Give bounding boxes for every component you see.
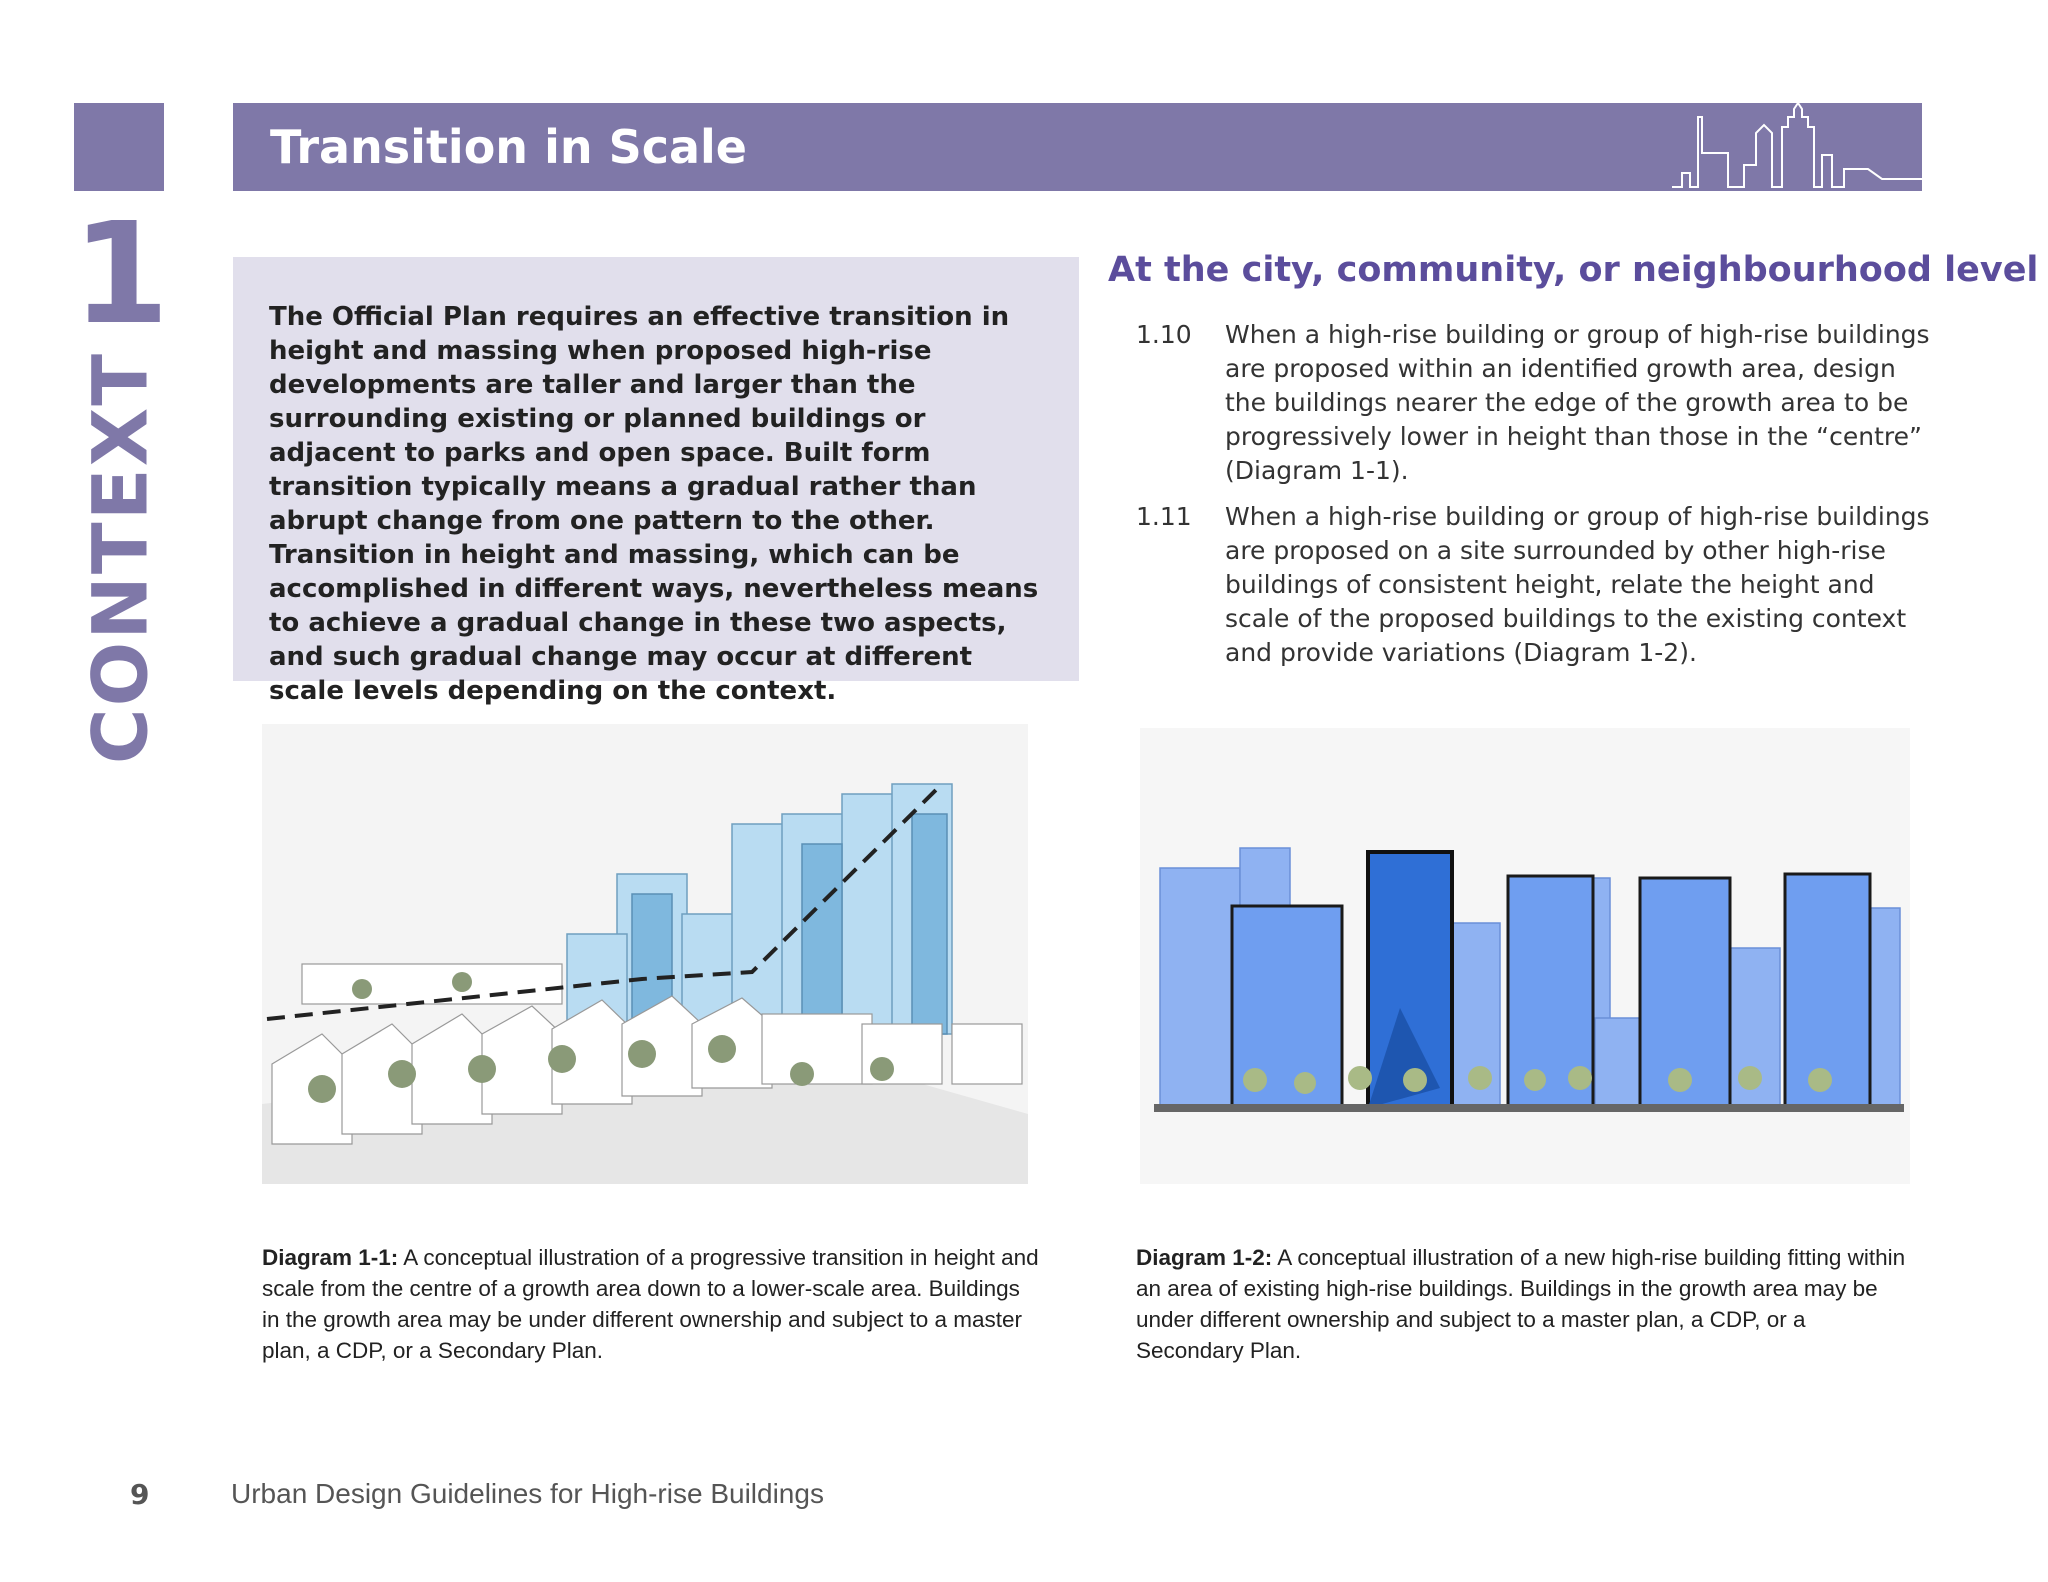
intro-text: The Official Plan requires an effective transition in height and massing when proposed high-rise developments are taller and larger than the surrounding existing or planned buildings or adjacent to parks and open space. Built form transition typically means a gradual rather than abrupt change from one pattern to the other. Transition in height and massing, which can be accomplished in different ways, nevertheless means to achieve a gradual change in these two aspects, and such gradual change may occur at different scale levels depending on the context. <box>269 302 1039 706</box>
page-title: Transition in Scale <box>270 120 748 174</box>
diagram-label: Diagram 1-1: <box>262 1245 399 1270</box>
diagram-caption <box>262 1242 1042 1366</box>
guideline-number: 1.10 <box>1136 320 1192 349</box>
chapter-label-text: CONTEXT <box>75 351 165 765</box>
chapter-label <box>72 351 168 765</box>
chapter-number: 1 <box>72 193 170 356</box>
guideline-number: 1.11 <box>1136 502 1192 531</box>
guideline-item <box>1136 500 1936 670</box>
guideline-item <box>1136 318 1936 488</box>
intro-box <box>233 257 1079 706</box>
section-banner <box>233 103 1922 191</box>
guideline-text: When a high-rise building or group of high-rise buildings are proposed on a site surrounded by other high-rise buildings of consistent height, relate the height and scale of the proposed buildings to the existing context and provide variations (Diagram 1-2). <box>1225 502 1930 667</box>
diagram-1-1-illustration <box>262 724 1028 1184</box>
diagram-caption <box>1136 1242 1916 1366</box>
diagram-label: Diagram 1-2: <box>1136 1245 1273 1270</box>
section-heading: At the city, community, or neighbourhood level <box>1108 250 2039 290</box>
skyline-icon <box>1672 103 1922 191</box>
footer-title: Urban Design Guidelines for High-rise Buildings <box>231 1478 824 1509</box>
chapter-tab <box>74 103 164 191</box>
diagram-caption-text: A conceptual illustration of a progressive transition in height and scale from the centre of a growth area down to a lower-scale area. Buildings in the growth area may be under different ownership and subject to a master plan, a CDP, or a Secondary Plan. <box>262 1245 1039 1363</box>
diagram-1-2-illustration <box>1140 728 1910 1184</box>
diagram-caption-text: A conceptual illustration of a new high-rise building fitting within an area of existing high-rise buildings. Buildings in the growth area may be under different ownership and subject to a master plan, a CDP, or a Secondary Plan. <box>1136 1245 1906 1363</box>
guideline-text: When a high-rise building or group of high-rise buildings are proposed within an identified growth area, design the buildings nearer the edge of the growth area to be progressively lower in height than those in the “centre” (Diagram 1-1). <box>1225 320 1930 485</box>
page-number: 9 <box>130 1478 150 1511</box>
